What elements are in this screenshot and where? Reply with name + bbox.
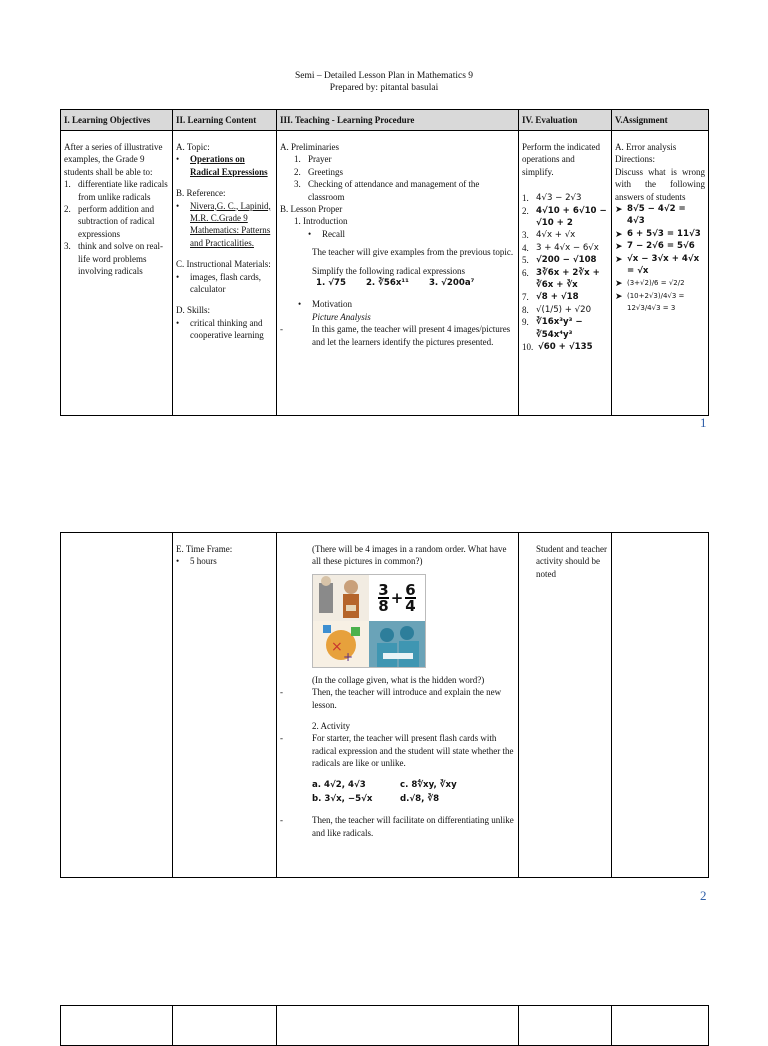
evaluation-intro: Perform the indicated operations and simplify. (522, 142, 600, 177)
assignment-text: Discuss what is wrong with the following answers of students (615, 166, 705, 202)
document-title: Semi – Detailed Lesson Plan in Mathematics 9 (294, 71, 474, 81)
introduce-text: - Then, the teacher will introduce and explain the new lesson. (280, 687, 502, 710)
assignment-title: A. Error analysis (615, 142, 677, 152)
flash-card: b. 3√x, −5√x (312, 794, 373, 805)
assignment-item: ➤ 7 − 2√6 = 5√6 (615, 241, 695, 252)
evaluation-cell (519, 131, 612, 416)
introduction-label: 1. Introduction (294, 216, 348, 227)
content-cell (173, 1006, 277, 1046)
collage-people-image (313, 575, 369, 621)
assignment-item: ➤ (10+2√3)/4√3 = 12√3/4√3 = 3 (615, 290, 685, 313)
page-number: 2 (700, 888, 707, 903)
svg-text:×: × (331, 638, 343, 655)
evaluation-item: 4. 3 + 4√x − 6√x (522, 242, 599, 253)
preliminaries-label: A. Preliminaries (280, 142, 339, 152)
evaluation-cell (519, 1006, 612, 1046)
evaluation-item: 3. 4√x + √x (522, 230, 576, 241)
evaluation-item: 10. √60 + √135 (522, 342, 593, 353)
objectives-cell (61, 533, 173, 878)
objective-item: 3. think and solve on real-life word problems involving radicals (64, 241, 163, 277)
materials-label: C. Instructional Materials: (176, 259, 271, 270)
procedure-cell (277, 1006, 519, 1046)
evaluation-cell (519, 533, 612, 878)
column-header-content: II. Learning Content (173, 110, 277, 131)
procedure-cell (277, 533, 519, 878)
lesson-plan-table-page-3 (60, 1005, 709, 1046)
recall-item: • Recall (308, 228, 345, 239)
table-row (61, 533, 709, 878)
recall-text: The teacher will give examples from the previous topic. (312, 247, 514, 258)
flash-card: c. 8∜xy, ∛xy (400, 779, 457, 790)
objectives-intro: After a series of illustrative examples, the Grade 9 students shall be able to: (64, 142, 163, 177)
flash-card: a. 4√2, 4√3 (312, 779, 366, 790)
collage-fraction-image: $\frac{3}{8}$ + $\frac{6}{4}$ (369, 575, 425, 621)
time-frame-label: E. Time Frame: (176, 544, 233, 554)
column-header-evaluation: IV. Evaluation (519, 110, 612, 131)
materials-item: • images, flash cards, calculator (176, 271, 261, 295)
page-number: 1 (700, 415, 707, 430)
collage-surgeons-image (369, 621, 425, 667)
collage-math-symbols-image (313, 621, 369, 667)
content-cell (173, 533, 277, 878)
assignment-item: ➤ √x − 3√x + 4√x = √x (615, 253, 700, 277)
flash-cards-text: - For starter, the teacher will present flash cards with radical expression and the student will state whether the radicals are like or unlike. (280, 733, 514, 769)
skills-item: • critical thinking and cooperative learning (176, 317, 264, 341)
assignment-item: ➤ (3+√2)/6 = √2/2 (615, 278, 685, 289)
list-item: 1. Prayer (294, 154, 332, 165)
table-row (61, 1006, 709, 1046)
images-note: (There will be 4 images in a random order. What have all these pictures in common?) (312, 544, 507, 567)
evaluation-item: 9. ∛16x³y³ − ∛54x⁴y³ (522, 317, 583, 340)
motivation-item: • Motivation (298, 299, 352, 310)
picture-analysis: Picture Analysis (312, 311, 371, 322)
evaluation-item: 6. 3∛6x + 2∛x + ∛6x + ∛x (522, 267, 600, 291)
table-row (61, 131, 709, 416)
flash-card-list (280, 779, 515, 806)
evaluation-item: 7. √8 + √18 (522, 292, 579, 303)
table-header-row (61, 110, 709, 131)
game-text: - In this game, the teacher will present 4 images/pictures and let the learners identify the pictures presented. (280, 324, 511, 347)
simplify-items: 1. √75 2. ∛56x¹¹ 3. √200a⁷ (316, 278, 475, 289)
assignment-directions: Directions: (615, 154, 655, 165)
simplify-text: Simplify the following radical expressions (312, 265, 465, 276)
assignment-item: ➤ 6 + 5√3 = 11√3 (615, 228, 701, 239)
evaluation-item: 5. √200 − √108 (522, 255, 597, 266)
prepared-by: Prepared by: pitantal basulai (329, 83, 439, 93)
objectives-cell (61, 131, 173, 416)
skills-label: D. Skills: (176, 305, 211, 316)
column-header-objectives: I. Learning Objectives (61, 110, 173, 131)
evaluation-item: 1. 4√3 − 2√3 (522, 193, 582, 204)
assignment-cell (612, 533, 709, 878)
objective-item: 1. differentiate like radicals from unlike radicals (64, 179, 168, 202)
lesson-plan-table-page-1 (60, 109, 709, 416)
assignment-cell (612, 1006, 709, 1046)
lesson-plan-table-page-2 (60, 532, 709, 878)
objective-item: 2. perform addition and subtraction of radical expressions (64, 204, 155, 239)
time-frame-item: • 5 hours (176, 556, 217, 567)
evaluation-item: 2. 4√10 + 6√10 − √10 + 2 (522, 205, 607, 229)
column-header-procedure: III. Teaching - Learning Procedure (277, 110, 519, 131)
topic-item: • Operations on Radical Expressions (176, 154, 268, 177)
evaluation-item: 8. √(1/5) + √20 (522, 304, 592, 315)
reference-item: • Nivera,G. C., Lapinid, M.R. C.Grade 9 Mathematics: Patterns and Practicalities. (176, 200, 271, 248)
collage-question: (In the collage given, what is the hidden word?) (312, 674, 485, 685)
objectives-cell (61, 1006, 173, 1046)
column-header-assignment: V.Assignment (612, 110, 709, 131)
reference-label: B. Reference: (176, 188, 226, 199)
flash-card: d.√8, ∛8 (400, 794, 440, 805)
picture-collage (312, 574, 426, 668)
svg-text:+: + (343, 649, 354, 664)
lesson-proper-label: B. Lesson Proper (280, 204, 343, 215)
list-item: 2. Greetings (294, 166, 343, 177)
procedure-cell (277, 131, 519, 416)
content-cell (173, 131, 277, 416)
facilitate-text: - Then, the teacher will facilitate on differentiating unlike and like radicals. (280, 815, 514, 838)
assignment-item: ➤ 8√5 − 4√2 = 4√3 (615, 204, 686, 227)
topic-label: A. Topic: (176, 142, 210, 152)
activity-label: 2. Activity (312, 721, 350, 732)
evaluation-note: Student and teacher activity should be noted (536, 544, 607, 579)
assignment-cell (612, 131, 709, 416)
list-item: 3. Checking of attendance and management of the classroom (294, 179, 480, 202)
lesson-plan-header (0, 70, 768, 94)
